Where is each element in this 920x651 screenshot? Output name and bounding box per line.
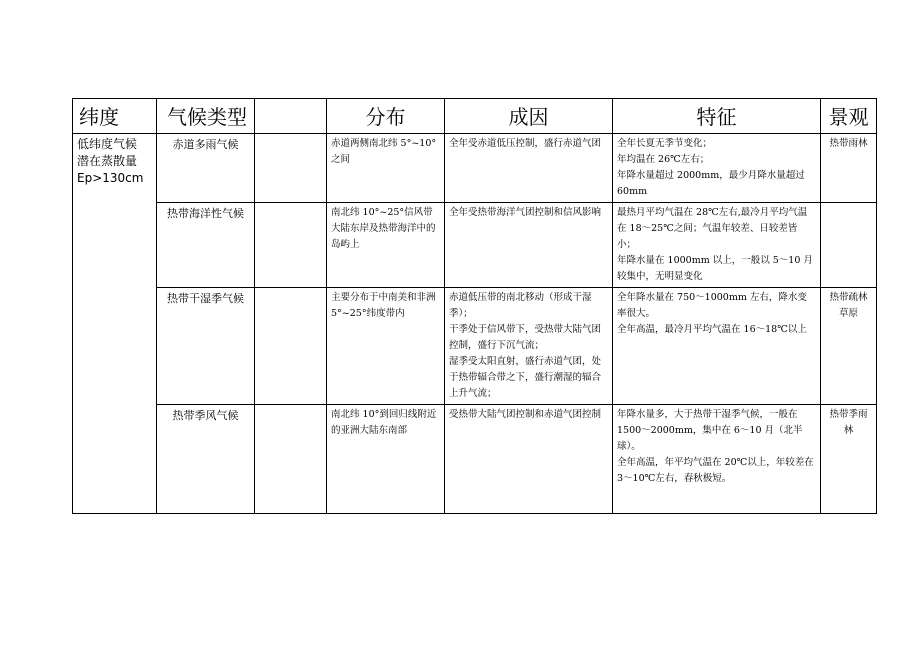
header-empty [255, 99, 327, 134]
cause-cell [445, 288, 613, 405]
features-cell [613, 288, 821, 405]
features-text: 全年高温，年平均气温在 20℃以上，年较差在 3～10℃左右，春秋极短。 [617, 457, 814, 484]
cause-text: 湿季受太阳直射，盛行赤道气团，处于热带辐合带之下，盛行潮湿的辐合上升气流； [449, 356, 602, 399]
features-text: 年降水量在 1000mm 以上，一般以 5～10 月较集中，无明显变化 [617, 255, 813, 282]
empty-cell [255, 203, 327, 288]
empty-cell [255, 134, 327, 203]
features-text: 最热月平均气温在 28℃左右,最冷月平均气温在 18～25℃之间；气温年较差、日较差皆小； [617, 207, 808, 250]
features-text: 年降水量多，大于热带干湿季气候，一般在 1500～2000mm，集中在 6～10 月（北半球）。 [617, 409, 803, 452]
latitude-zone-line: 低纬度气候 [77, 137, 138, 151]
header-features: 特征 [613, 99, 821, 134]
cause-text: 赤道低压带的南北移动（形成干湿季）； [449, 292, 592, 319]
features-text: 全年降水量在 750～1000mm 左右，降水变率很大。 [617, 292, 807, 319]
cause-cell [445, 134, 613, 203]
distribution-cell [327, 288, 445, 405]
header-landscape: 景观 [821, 99, 877, 134]
header-latitude: 纬度 [73, 99, 157, 134]
distribution-text: 南北纬 10°到回归线附近的亚洲大陆东南部 [331, 409, 437, 436]
distribution-cell [327, 405, 445, 514]
landscape-cell [821, 203, 877, 288]
table-row [73, 405, 877, 514]
distribution-cell [327, 134, 445, 203]
cause-text: 干季处于信风带下，受热带大陆气团控制，盛行下沉气流； [449, 324, 602, 351]
latitude-zone-line: 潜在蒸散量 [77, 154, 138, 168]
features-text: 年均温在 26℃左右； [617, 154, 710, 165]
cause-text: 全年受赤道低压控制，盛行赤道气团 [449, 138, 602, 149]
header-climate-type: 气候类型 [157, 99, 255, 134]
table-row [73, 288, 877, 405]
empty-cell [255, 288, 327, 405]
landscape-cell: 热带雨林 [821, 134, 877, 203]
header-row [73, 99, 877, 134]
climate-type-cell: 热带海洋性气候 [157, 203, 255, 288]
header-distribution: 分布 [327, 99, 445, 134]
cause-cell [445, 405, 613, 514]
climate-table [72, 98, 877, 514]
features-text: 全年长夏无季节变化； [617, 138, 713, 149]
distribution-cell [327, 203, 445, 288]
landscape-cell: 热带季雨林 [821, 405, 877, 514]
features-cell [613, 134, 821, 203]
landscape-cell: 热带疏林草原 [821, 288, 877, 405]
table-row [73, 203, 877, 288]
features-text: 全年高温，最冷月平均气温在 16～18℃以上 [617, 324, 807, 335]
climate-type-cell: 热带季风气候 [157, 405, 255, 514]
features-cell [613, 203, 821, 288]
empty-cell [255, 405, 327, 514]
climate-type-cell: 赤道多雨气候 [157, 134, 255, 203]
cause-cell [445, 203, 613, 288]
latitude-zone-cell [73, 134, 157, 514]
distribution-text: 主要分布于中南美和非洲 5°~25°纬度带内 [331, 292, 436, 319]
cause-text: 全年受热带海洋气团控制和信风影响 [449, 207, 602, 218]
distribution-text: 南北纬 10°~25°信风带大陆东岸及热带海洋中的岛屿上 [331, 207, 436, 250]
features-cell [613, 405, 821, 514]
header-cause: 成因 [445, 99, 613, 134]
table-row [73, 134, 877, 203]
cause-text: 受热带大陆气团控制和赤道气团控制 [449, 409, 602, 420]
climate-type-cell: 热带干湿季气候 [157, 288, 255, 405]
latitude-zone-line: Ep>130cm [77, 171, 144, 185]
features-text: 年降水量超过 2000mm，最少月降水量超过 60mm [617, 170, 805, 197]
distribution-text: 赤道两侧南北纬 5°~10°之间 [331, 138, 437, 165]
